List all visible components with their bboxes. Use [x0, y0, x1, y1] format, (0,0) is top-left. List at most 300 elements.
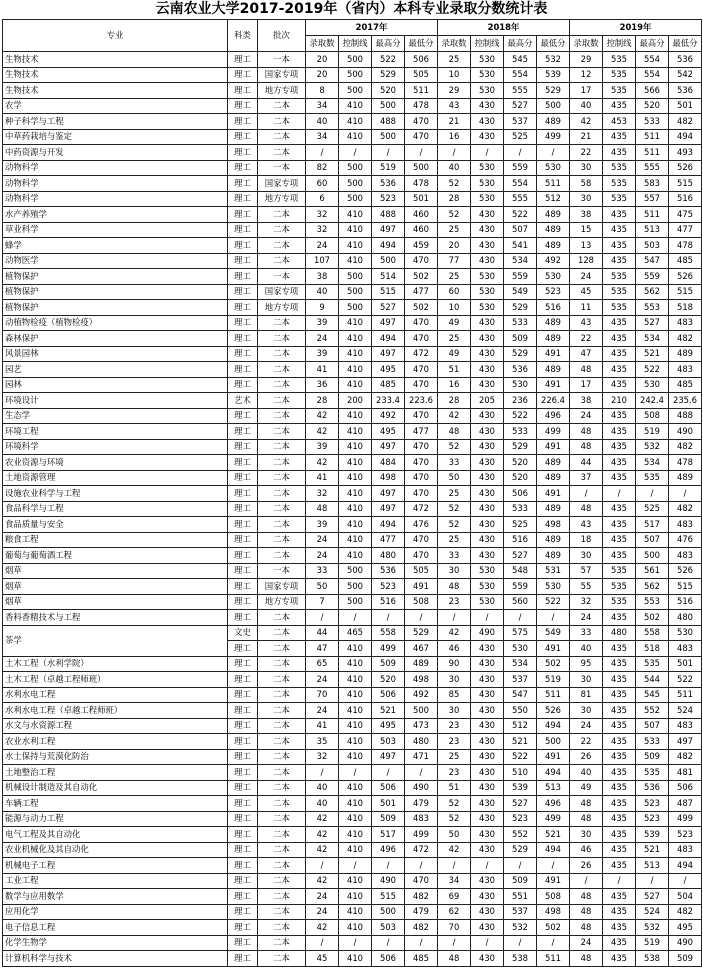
value-cell: 536 [372, 176, 405, 192]
category-cell: 理工 [228, 594, 258, 610]
value-cell: 43 [570, 517, 603, 533]
batch-cell: 二本 [258, 470, 306, 486]
value-cell: 410 [339, 315, 372, 331]
value-cell: 530 [471, 67, 504, 83]
value-cell: 410 [339, 920, 372, 936]
value-cell: 30 [570, 672, 603, 688]
major-cell: 烟草 [3, 579, 228, 595]
value-cell: 494 [537, 765, 570, 781]
category-cell: 理工 [228, 610, 258, 626]
value-cell: 509 [504, 873, 537, 889]
category-cell: 理工 [228, 129, 258, 145]
value-cell: 503 [636, 238, 669, 254]
value-cell: 511 [537, 951, 570, 967]
value-cell: 499 [537, 811, 570, 827]
category-cell: 理工 [228, 858, 258, 874]
batch-cell: 二本 [258, 517, 306, 533]
value-cell: 529 [504, 842, 537, 858]
value-cell: 48 [570, 796, 603, 812]
value-cell: 519 [636, 424, 669, 440]
value-cell: / [339, 858, 372, 874]
table-row [3, 517, 702, 533]
category-cell: 理工 [228, 889, 258, 905]
value-cell: 24 [306, 904, 339, 920]
value-cell: 478 [405, 176, 438, 192]
value-cell: 410 [339, 780, 372, 796]
value-cell: 34 [306, 129, 339, 145]
major-cell: 农业资源与环境 [3, 455, 228, 471]
category-cell: 理工 [228, 656, 258, 672]
value-cell: 37 [570, 470, 603, 486]
value-cell: 410 [339, 207, 372, 223]
table-row [3, 548, 702, 564]
value-cell: 48 [570, 439, 603, 455]
value-cell: 513 [636, 858, 669, 874]
value-cell: 45 [570, 284, 603, 300]
value-cell: 205 [471, 393, 504, 409]
value-cell: 200 [339, 393, 372, 409]
value-cell: / [471, 610, 504, 626]
value-cell: / [669, 873, 702, 889]
value-cell: 48 [570, 811, 603, 827]
table-row [3, 129, 702, 145]
major-cell: 动物科学 [3, 160, 228, 176]
value-cell: 410 [339, 377, 372, 393]
value-cell: 51 [438, 362, 471, 378]
value-cell: 498 [372, 470, 405, 486]
batch-cell: 二本 [258, 393, 306, 409]
value-cell: 527 [372, 300, 405, 316]
value-cell: 42 [306, 408, 339, 424]
value-cell: / [339, 610, 372, 626]
table-row [3, 315, 702, 331]
batch-cell: 二本 [258, 408, 306, 424]
category-cell: 理工 [228, 362, 258, 378]
value-cell: 478 [669, 455, 702, 471]
value-cell: 12 [570, 67, 603, 83]
value-cell: 52 [438, 501, 471, 517]
value-cell: 32 [570, 594, 603, 610]
category-cell: 理工 [228, 687, 258, 703]
category-cell: 理工 [228, 284, 258, 300]
value-cell: 521 [636, 842, 669, 858]
value-cell: 550 [504, 703, 537, 719]
value-cell: 482 [669, 749, 702, 765]
category-cell: 理工 [228, 718, 258, 734]
value-cell: 489 [537, 548, 570, 564]
category-cell: 理工 [228, 827, 258, 843]
value-cell: 483 [669, 842, 702, 858]
value-cell: 472 [405, 346, 438, 362]
value-cell: 491 [537, 439, 570, 455]
batch-cell: 一本 [258, 269, 306, 285]
value-cell: 430 [471, 346, 504, 362]
value-cell: 535 [603, 67, 636, 83]
value-cell: 500 [372, 904, 405, 920]
value-cell: 507 [636, 718, 669, 734]
value-cell: 506 [372, 687, 405, 703]
value-cell: 470 [405, 362, 438, 378]
sub-header-cell: 控制线 [471, 36, 504, 52]
value-cell: 500 [405, 703, 438, 719]
value-cell: 558 [636, 625, 669, 641]
value-cell: / [537, 935, 570, 951]
batch-cell: 二本 [258, 904, 306, 920]
value-cell: 430 [471, 873, 504, 889]
value-cell: 535 [603, 176, 636, 192]
category-cell: 理工 [228, 346, 258, 362]
value-cell: 494 [537, 842, 570, 858]
value-cell: 530 [471, 563, 504, 579]
value-cell: 30 [438, 563, 471, 579]
value-cell: 491 [537, 377, 570, 393]
value-cell: 535 [603, 269, 636, 285]
value-cell: 523 [636, 811, 669, 827]
value-cell: 410 [339, 253, 372, 269]
value-cell: 501 [669, 656, 702, 672]
value-cell: 30 [570, 191, 603, 207]
value-cell: 473 [405, 718, 438, 734]
value-cell: 522 [504, 408, 537, 424]
value-cell: 515 [669, 176, 702, 192]
major-cell: 动物科学 [3, 176, 228, 192]
value-cell: 13 [570, 238, 603, 254]
value-cell: 516 [669, 191, 702, 207]
value-cell: 503 [372, 734, 405, 750]
value-cell: 533 [504, 424, 537, 440]
value-cell: 545 [636, 687, 669, 703]
value-cell: 482 [669, 501, 702, 517]
value-cell: 410 [339, 548, 372, 564]
value-cell: 562 [636, 579, 669, 595]
value-cell: 519 [372, 160, 405, 176]
value-cell: 435 [603, 377, 636, 393]
value-cell: 430 [471, 331, 504, 347]
value-cell: 435 [603, 129, 636, 145]
value-cell: 410 [339, 238, 372, 254]
value-cell: 536 [669, 83, 702, 99]
category-cell: 理工 [228, 579, 258, 595]
value-cell: 489 [405, 656, 438, 672]
category-cell: 理工 [228, 641, 258, 657]
batch-cell: 地方专项 [258, 191, 306, 207]
value-cell: 30 [570, 703, 603, 719]
table-row [3, 703, 702, 719]
value-cell: 530 [471, 284, 504, 300]
value-cell: 500 [372, 129, 405, 145]
value-cell: / [603, 873, 636, 889]
value-cell: 542 [669, 67, 702, 83]
value-cell: 42 [438, 842, 471, 858]
table-row [3, 796, 702, 812]
value-cell: 435 [603, 718, 636, 734]
value-cell: 30 [570, 548, 603, 564]
value-cell: / [339, 765, 372, 781]
value-cell: 430 [471, 207, 504, 223]
category-cell: 理工 [228, 269, 258, 285]
value-cell: / [504, 145, 537, 161]
value-cell: 35 [306, 734, 339, 750]
batch-cell: 二本 [258, 238, 306, 254]
value-cell: 518 [669, 300, 702, 316]
value-cell: 477 [372, 532, 405, 548]
value-cell: 430 [471, 765, 504, 781]
value-cell: 435 [603, 811, 636, 827]
value-cell: / [306, 935, 339, 951]
value-cell: 537 [504, 114, 537, 130]
value-cell: 490 [405, 780, 438, 796]
value-cell: 489 [537, 331, 570, 347]
value-cell: 17 [570, 83, 603, 99]
category-cell: 理工 [228, 238, 258, 254]
value-cell: 24 [306, 889, 339, 905]
value-cell: 430 [471, 377, 504, 393]
value-cell: 22 [570, 734, 603, 750]
value-cell: 530 [636, 377, 669, 393]
header-year-2017: 2017年 [306, 20, 438, 36]
value-cell: 430 [471, 920, 504, 936]
value-cell: 410 [339, 656, 372, 672]
value-cell: 470 [405, 315, 438, 331]
value-cell: 43 [570, 315, 603, 331]
value-cell: 479 [405, 796, 438, 812]
value-cell: 497 [372, 749, 405, 765]
value-cell: 435 [603, 222, 636, 238]
value-cell: 545 [504, 52, 537, 68]
value-cell: 18 [570, 532, 603, 548]
value-cell: 36 [306, 377, 339, 393]
batch-cell: 二本 [258, 315, 306, 331]
major-cell: 环境科学 [3, 439, 228, 455]
value-cell: 489 [537, 114, 570, 130]
value-cell: 516 [504, 532, 537, 548]
value-cell: 509 [636, 749, 669, 765]
value-cell: 430 [471, 827, 504, 843]
value-cell: 28 [438, 191, 471, 207]
value-cell: 489 [669, 470, 702, 486]
value-cell: 483 [669, 641, 702, 657]
value-cell: 471 [405, 749, 438, 765]
value-cell: 505 [405, 67, 438, 83]
major-cell: 生物技术 [3, 52, 228, 68]
batch-cell: 二本 [258, 734, 306, 750]
value-cell: 430 [471, 517, 504, 533]
major-cell: 土木工程（水利学院） [3, 656, 228, 672]
major-cell: 水利水电工程 [3, 687, 228, 703]
value-cell: 485 [669, 253, 702, 269]
value-cell: 532 [537, 52, 570, 68]
value-cell: 6 [306, 191, 339, 207]
value-cell: 523 [372, 191, 405, 207]
value-cell: 42 [306, 827, 339, 843]
major-cell: 计算机科学与技术 [3, 951, 228, 967]
header-category: 科类 [228, 20, 258, 52]
value-cell: 485 [405, 951, 438, 967]
value-cell: 435 [603, 703, 636, 719]
value-cell: 430 [471, 114, 504, 130]
value-cell: 502 [405, 300, 438, 316]
batch-cell: 二本 [258, 439, 306, 455]
value-cell: 430 [471, 811, 504, 827]
value-cell: 52 [438, 796, 471, 812]
value-cell: 500 [636, 548, 669, 564]
value-cell: 529 [537, 83, 570, 99]
value-cell: 534 [504, 253, 537, 269]
value-cell: 40 [306, 284, 339, 300]
value-cell: 566 [636, 83, 669, 99]
value-cell: 552 [636, 703, 669, 719]
major-cell: 生物技术 [3, 83, 228, 99]
value-cell: 47 [570, 346, 603, 362]
value-cell: / [372, 145, 405, 161]
value-cell: 500 [339, 269, 372, 285]
value-cell: 472 [405, 842, 438, 858]
value-cell: 470 [405, 470, 438, 486]
value-cell: 495 [372, 362, 405, 378]
value-cell: 33 [438, 455, 471, 471]
value-cell: 536 [504, 362, 537, 378]
value-cell: 500 [372, 98, 405, 114]
value-cell: 499 [372, 641, 405, 657]
value-cell: 33 [570, 625, 603, 641]
value-cell: 524 [636, 904, 669, 920]
major-cell: 电子信息工程 [3, 920, 228, 936]
value-cell: 435 [603, 331, 636, 347]
value-cell: 526 [669, 160, 702, 176]
value-cell: 40 [570, 641, 603, 657]
value-cell: 128 [570, 253, 603, 269]
value-cell: 526 [669, 563, 702, 579]
value-cell: 558 [372, 625, 405, 641]
value-cell: 430 [471, 703, 504, 719]
value-cell: 529 [504, 346, 537, 362]
table-row [3, 67, 702, 83]
sub-header-cell: 录取数 [306, 36, 339, 52]
value-cell: 470 [405, 455, 438, 471]
value-cell: 62 [438, 904, 471, 920]
value-cell: 410 [339, 346, 372, 362]
value-cell: 430 [471, 424, 504, 440]
value-cell: 8 [306, 83, 339, 99]
value-cell: 532 [636, 439, 669, 455]
table-row [3, 501, 702, 517]
value-cell: 435 [603, 610, 636, 626]
value-cell: 34 [438, 873, 471, 889]
value-cell: 485 [669, 377, 702, 393]
value-cell: / [405, 610, 438, 626]
value-cell: 21 [570, 129, 603, 145]
value-cell: 555 [504, 191, 537, 207]
value-cell: 575 [504, 625, 537, 641]
major-cell: 粮食工程 [3, 532, 228, 548]
value-cell: 508 [405, 594, 438, 610]
value-cell: 410 [339, 889, 372, 905]
value-cell: 554 [504, 67, 537, 83]
batch-cell: 一本 [258, 52, 306, 68]
value-cell: 509 [669, 951, 702, 967]
value-cell: 561 [636, 563, 669, 579]
value-cell: 22 [570, 331, 603, 347]
category-cell: 理工 [228, 331, 258, 347]
value-cell: 410 [339, 486, 372, 502]
category-cell: 理工 [228, 765, 258, 781]
value-cell: 430 [471, 238, 504, 254]
table-row [3, 269, 702, 285]
value-cell: 55 [570, 579, 603, 595]
value-cell: 52 [438, 176, 471, 192]
value-cell: 483 [405, 811, 438, 827]
value-cell: 25 [438, 749, 471, 765]
value-cell: 475 [669, 207, 702, 223]
value-cell: 503 [372, 920, 405, 936]
value-cell: 500 [339, 176, 372, 192]
value-cell: 530 [504, 377, 537, 393]
value-cell: 555 [636, 160, 669, 176]
table-row [3, 904, 702, 920]
value-cell: 522 [669, 672, 702, 688]
value-cell: 549 [537, 625, 570, 641]
value-cell: 514 [372, 269, 405, 285]
batch-cell: 一本 [258, 563, 306, 579]
value-cell: 430 [471, 532, 504, 548]
value-cell: 547 [636, 253, 669, 269]
batch-cell: 二本 [258, 532, 306, 548]
value-cell: 23 [438, 594, 471, 610]
value-cell: 536 [669, 52, 702, 68]
batch-cell: 二本 [258, 873, 306, 889]
value-cell: 34 [306, 98, 339, 114]
value-cell: 435 [603, 935, 636, 951]
major-cell: 水文与水资源工程 [3, 718, 228, 734]
value-cell: 497 [669, 734, 702, 750]
value-cell: 435 [603, 920, 636, 936]
value-cell: 506 [405, 52, 438, 68]
value-cell: / [372, 935, 405, 951]
category-cell: 理工 [228, 904, 258, 920]
value-cell: 560 [504, 594, 537, 610]
value-cell: 470 [405, 129, 438, 145]
value-cell: 50 [438, 470, 471, 486]
value-cell: 430 [471, 656, 504, 672]
batch-cell: 二本 [258, 858, 306, 874]
value-cell: 435 [603, 827, 636, 843]
value-cell: 517 [372, 827, 405, 843]
value-cell: 24 [306, 672, 339, 688]
value-cell: / [438, 610, 471, 626]
value-cell: 530 [471, 176, 504, 192]
value-cell: 501 [372, 796, 405, 812]
value-cell: / [504, 935, 537, 951]
value-cell: 559 [504, 579, 537, 595]
value-cell: 410 [339, 842, 372, 858]
value-cell: 39 [306, 315, 339, 331]
value-cell: 29 [570, 52, 603, 68]
value-cell: 534 [636, 455, 669, 471]
table-row [3, 610, 702, 626]
value-cell: 44 [306, 625, 339, 641]
value-cell: / [438, 145, 471, 161]
major-cell: 应用化学 [3, 904, 228, 920]
value-cell: 511 [669, 687, 702, 703]
value-cell: 480 [372, 548, 405, 564]
table-row [3, 176, 702, 192]
category-cell: 理工 [228, 145, 258, 161]
value-cell: 506 [504, 486, 537, 502]
category-cell: 理工 [228, 176, 258, 192]
value-cell: 488 [372, 114, 405, 130]
category-cell: 理工 [228, 532, 258, 548]
value-cell: 482 [669, 114, 702, 130]
